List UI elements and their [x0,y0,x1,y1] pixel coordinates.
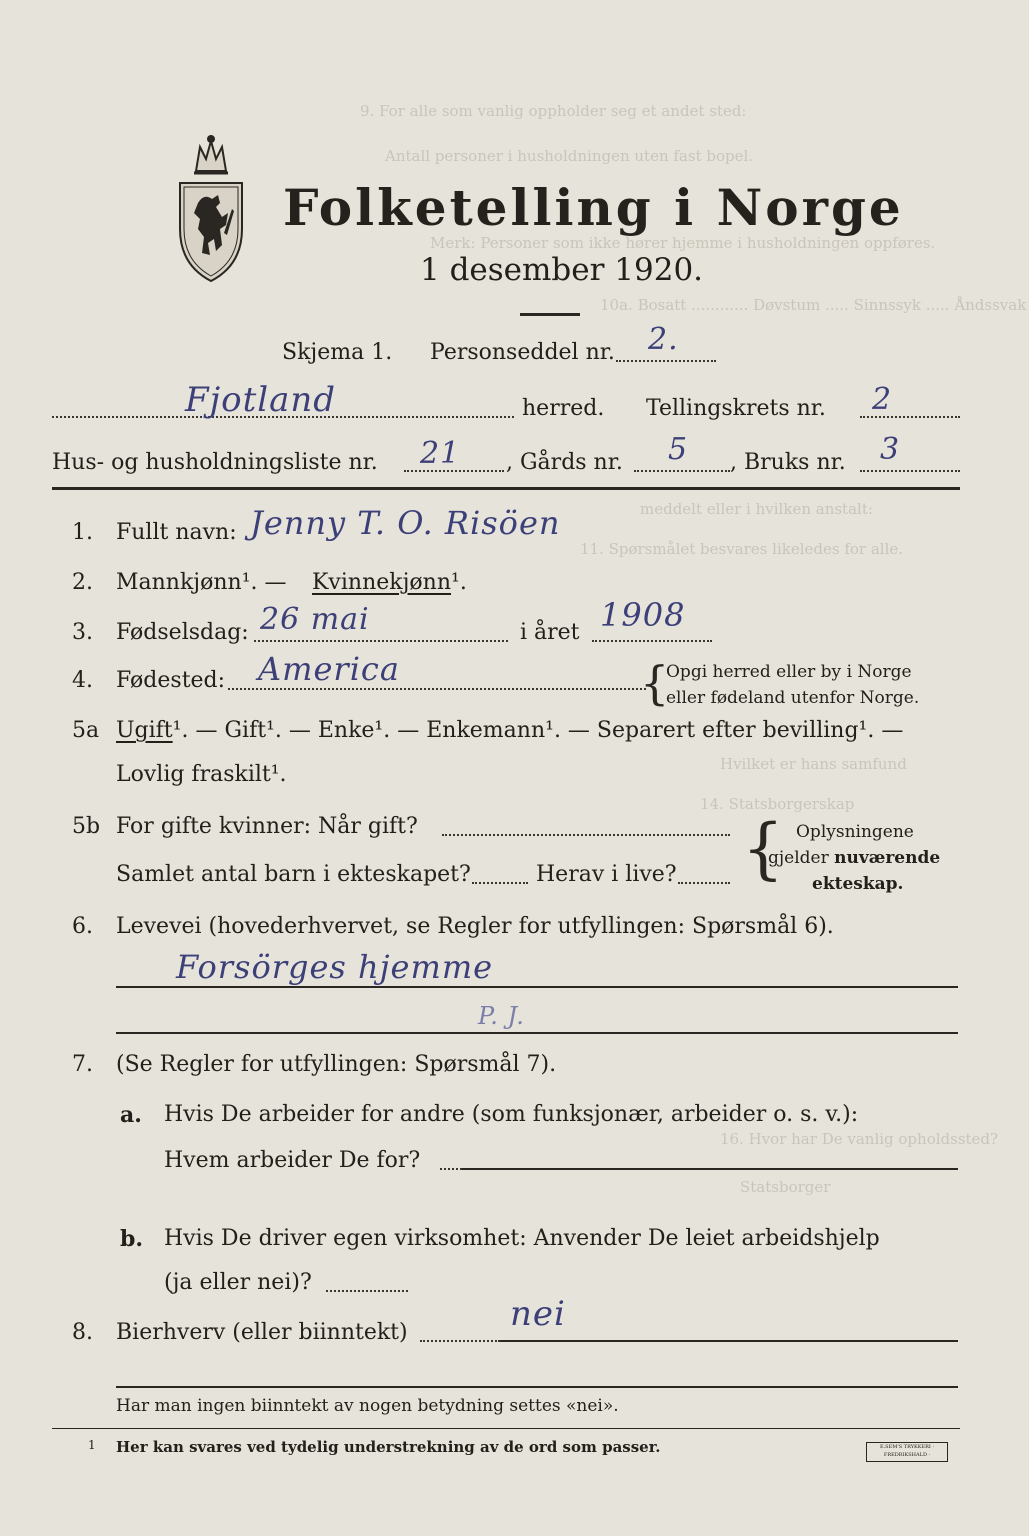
q4-birthplace-value: America [258,650,400,688]
q7a-field-dots [440,1168,462,1170]
q1-full-name-value: Jenny T. O. Risöen [250,504,561,542]
bleed-text: meddelt eller i hvilken anstalt: [640,500,873,518]
q5b-note-gjelder: gjelder [768,848,829,868]
herred-value: Fjotland [185,380,337,420]
q3-birthday-value: 26 mai [260,602,370,637]
bleed-text: Hvilket er hans samfund [720,755,907,773]
q7a-letter: a. [120,1102,142,1128]
bleed-text: 11. Spørsmålet besvares likeledes for alle. [580,540,904,558]
bruks-label: , Bruks nr. [730,450,846,475]
gards-label: , Gårds nr. [506,450,623,475]
norwegian-coat-of-arms-icon [170,133,252,285]
page-title: Folketelling i Norge [283,178,904,237]
q2-number: 2. [72,570,93,595]
footer-note: Har man ingen biinntekt av nogen betydning settes «nei». [116,1396,619,1416]
q7a-line1: Hvis De arbeider for andre (som funksjonær, arbeider o. s. v.): [164,1102,859,1127]
tellingskrets-value: 2 [872,382,893,417]
q5b-note-nuvaerende: nuværende [834,848,941,868]
q2-kvinnekjonn-sup: ¹. [451,570,467,595]
gards-value: 5 [668,432,689,467]
q1-label: Fullt navn: [116,520,237,545]
q5b-antal-barn-field [472,882,528,884]
q3-birthday-field [254,640,508,642]
bruks-field [860,470,960,472]
q2-kvinnekjonn-underlined: Kvinnekjønn [312,570,451,595]
personseddel-value: 2. [648,322,679,357]
q7b-line2-label: (ja eller nei)? [164,1270,312,1295]
q5b-antal-barn-label: Samlet antal barn i ekteskapet? [116,862,471,887]
q4-note-line1: Opgi herred eller by i Norge [666,662,912,682]
q1-number: 1. [72,520,93,545]
q3-year-label: i året [520,620,580,645]
q7a-line2-label: Hvem arbeider De for? [164,1148,421,1173]
tellingskrets-label: Tellingskrets nr. [646,396,826,421]
q3-year-field [592,640,712,642]
bleed-text: Merk: Personer som ikke hører hjemme i husholdningen oppføres. [430,234,936,252]
q3-year-value: 1908 [600,596,686,634]
bleed-text: 14. Statsborgerskap [700,795,855,813]
herred-label: herred. [522,396,605,421]
bleed-text: 10a. Bosatt ............ Døvstum ..... Sinnssyk ..... Åndssvak [600,296,1027,314]
q7a-employer-field [462,1168,958,1170]
q5b-note-line2 [768,848,940,868]
q5a-options [116,718,903,743]
q2-kvinnekjonn-wrap [312,570,467,595]
q5b-number: 5b [72,814,101,839]
q7b-line1: Hvis De driver egen virksomhet: Anvender De leiet arbeidshjelp [164,1226,880,1251]
q4-brace: { [640,656,670,710]
q8-answer-line2 [116,1386,958,1388]
q3-number: 3. [72,620,93,645]
q5b-nar-gift-field [442,834,730,836]
q8-field-dots [420,1340,500,1342]
personseddel-label: Personseddel nr. [430,340,615,365]
title-divider [520,313,580,316]
q5a-ugift-underlined: Ugift [116,718,173,743]
q6-answer-line2 [116,1032,958,1034]
q5b-line1-label: For gifte kvinner: Når gift? [116,814,418,839]
q6-initials-value: P. J. [478,1002,525,1030]
husholdningsliste-value: 21 [420,436,461,471]
q7b-letter: b. [120,1226,144,1252]
footnote-text: Her kan svares ved tydelig understrekning av de ord som passer. [116,1438,661,1456]
q7b-field [326,1290,408,1292]
q5b-herav-i-live-label: Herav i live? [536,862,677,887]
census-date: 1 desember 1920. [420,252,704,288]
q8-sideline-value: nei [510,1294,566,1334]
q7-label: (Se Regler for utfyllingen: Spørsmål 7). [116,1052,557,1077]
q5b-note-line3: ekteskap. [812,874,904,894]
q5b-brace: { [742,810,784,887]
q6-answer-line1 [116,986,958,988]
q3-label: Fødselsdag: [116,620,249,645]
q4-note-line2: eller fødeland utenfor Norge. [666,688,920,708]
q5a-lovlig-fraskilt: Lovlig fraskilt¹. [116,762,287,787]
printer-stamp: E.SEM'S TRYKKERI · FREDRIKSHALD · [866,1442,948,1462]
q8-label: Bierhverv (eller biinntekt) [116,1320,408,1345]
q5a-other-options: ¹. — Gift¹. — Enke¹. — Enkemann¹. — Separert efter bevilling¹. — [172,718,904,743]
footnote-number: 1 [88,1438,96,1452]
q5b-note-line1: Oplysningene [796,822,914,842]
q2-mannkjonn: Mannkjønn¹. — [116,570,287,595]
bleed-text: 16. Hvor har De vanlig opholdssted? [720,1130,999,1148]
footer-rule [52,1428,960,1429]
gards-field [634,470,730,472]
bruks-value: 3 [880,432,901,467]
bleed-text: Antall personer i husholdningen uten fast bopel. [385,147,754,165]
q8-number: 8. [72,1320,93,1345]
skjema-label: Skjema 1. [282,340,393,365]
q5a-number: 5a [72,718,100,743]
personseddel-field [616,360,716,362]
q6-label: Levevei (hovederhvervet, se Regler for utfyllingen: Spørsmål 6). [116,914,834,939]
bleed-text: Statsborger [740,1178,831,1196]
header-rule [52,487,960,490]
bleed-text: 9. For alle som vanlig oppholder seg et andet sted: [360,102,747,120]
q6-number: 6. [72,914,93,939]
q4-number: 4. [72,668,93,693]
q8-field [500,1340,958,1342]
q4-birthplace-field [228,688,646,690]
husholdningsliste-label: Hus- og husholdningsliste nr. [52,450,378,475]
q5b-herav-i-live-field [678,882,730,884]
q7-number: 7. [72,1052,93,1077]
q4-label: Fødested: [116,668,226,693]
q6-livelihood-value: Forsörges hjemme [176,948,494,986]
